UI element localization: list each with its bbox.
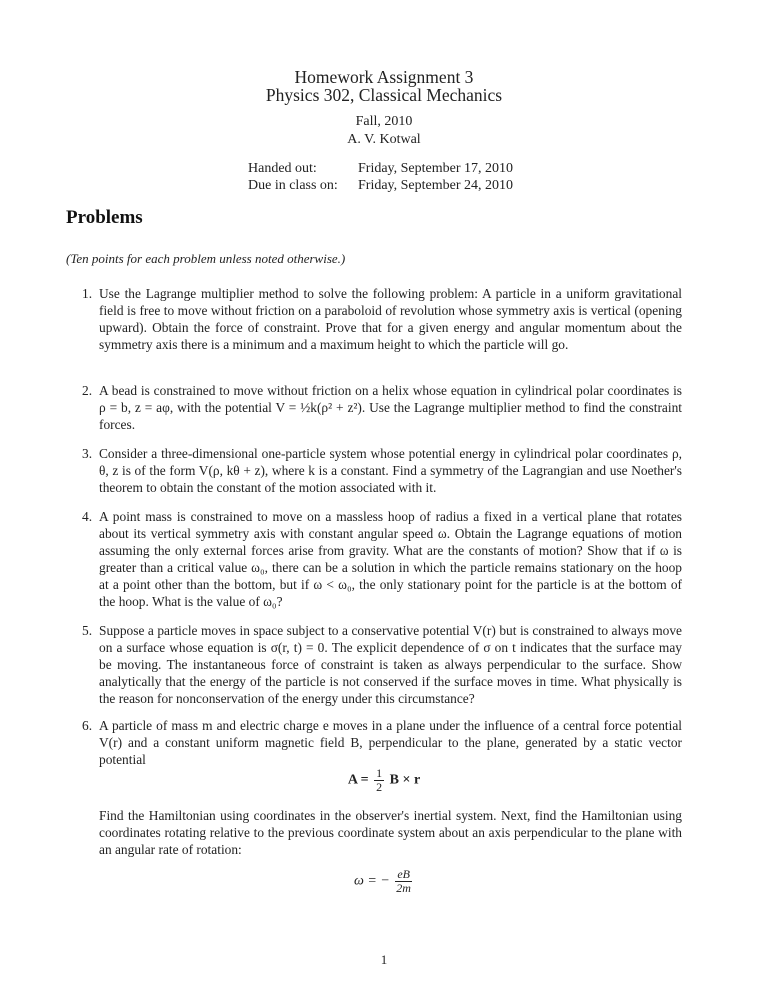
date-row-due (248, 177, 513, 194)
problem-6-continued (82, 807, 682, 858)
points-note: (Ten points for each problem unless noted otherwise.) (66, 251, 346, 266)
dates-table (248, 160, 513, 194)
subtitle-block (0, 113, 768, 149)
date-value: Friday, September 24, 2010 (358, 178, 514, 193)
problem-number: 4. (82, 509, 93, 524)
term: Fall, 2010 (355, 114, 413, 129)
date-row-handed-out (248, 160, 513, 177)
equation-omega (0, 868, 768, 895)
problem-number: 5. (82, 623, 93, 638)
fraction-numerator: 1 (376, 766, 383, 780)
fraction (374, 767, 384, 794)
problem-text: A particle of mass m and electric charge e moves in a plane under the influence of a central force potential V(r) and a constant uniform magnetic field B, perpendicular to the plane, generated by a static vector potential (99, 718, 682, 768)
problem-2 (82, 382, 682, 433)
document-title: Homework Assignment 3 (294, 67, 474, 87)
problem-text: A point mass is constrained to move on a massless hoop of radius a fixed in a vertical plane that rotates about its vertical symmetry axis with constant angular speed ω. Obtain the Lagrange equations of motion assuming the only external forces arise from gravity. What are the constants of motion? Show that if ω is greater than a critical value ω₀, there can be a solution in which the particle remains stationary on the hoop at a point other than the bottom, but if ω < ω₀, the only stationary point for the particle is at the bottom of the hoop. What is the value of ω₀? (99, 509, 682, 610)
eq-lhs: A = (347, 772, 369, 788)
date-label: Due in class on: (248, 178, 338, 193)
eq-lhs: ω = − (354, 873, 390, 889)
equation-vector-potential (0, 767, 768, 794)
problem-number: 3. (82, 446, 93, 461)
fraction-denominator: 2 (376, 780, 383, 794)
problem-1 (82, 285, 682, 353)
problem-3 (82, 445, 682, 496)
date-label: Handed out: (248, 161, 317, 176)
problem-text: Suppose a particle moves in space subject to a conservative potential V(r) but is constrained to always move on a surface whose equation is σ(r, t) = 0. The explicit dependence of σ on t indicates that the surface may be moving. The instantaneous force of constraint is taken as always perpendicular to the surface. Show analytically that the energy of the particle is not conserved if the surface moves in time. What physically is the reason for nonconservation of the energy under this circumstance? (99, 623, 682, 707)
eq-rhs: B × r (389, 772, 421, 788)
title-block (0, 68, 768, 104)
problem-text: Find the Hamiltonian using coordinates in the observer's inertial system. Next, find the Hamiltonian using coordinates rotating relative to the previous coordinate system about an axis perpendicular to the plane with an angular rate of rotation: (99, 808, 682, 858)
problem-5 (82, 622, 682, 707)
problem-number: 6. (82, 718, 93, 733)
author: A. V. Kotwal (347, 132, 421, 147)
problem-text: A bead is constrained to move without friction on a helix whose equation in cylindrical polar coordinates is ρ = b, z = aφ, with the potential V = ½k(ρ² + z²). Use the Lagrange multiplier method to find the constraint forces. (99, 383, 682, 433)
problem-number: 1. (82, 286, 93, 301)
problem-6 (82, 717, 682, 768)
problem-text: Consider a three-dimensional one-particle system whose potential energy in cylindrical polar coordinates ρ, θ, z is of the form V(ρ, kθ + z), where k is a constant. Find a symmetry of the Lagrangian and use Noether's theorem to obtain the constant of the motion associated with it. (99, 446, 682, 496)
date-value: Friday, September 17, 2010 (358, 161, 514, 176)
problem-number: 2. (82, 383, 93, 398)
fraction-numerator: eB (397, 867, 410, 881)
section-heading: Problems (66, 207, 143, 228)
problem-text: Use the Lagrange multiplier method to solve the following problem: A particle in a uniform gravitational field is free to move without friction on a paraboloid of revolution whose symmetry axis is vertical (opening upward). Obtain the force of constraint. Prove that for a given energy and angular momentum about the symmetry axis there is a minimum and a maximum height to which the particle will go. (99, 286, 682, 353)
fraction (395, 868, 412, 895)
problem-4 (82, 508, 682, 611)
course-name: Physics 302, Classical Mechanics (265, 85, 503, 105)
page-number: 1 (380, 952, 388, 967)
fraction-denominator: 2m (396, 881, 411, 895)
